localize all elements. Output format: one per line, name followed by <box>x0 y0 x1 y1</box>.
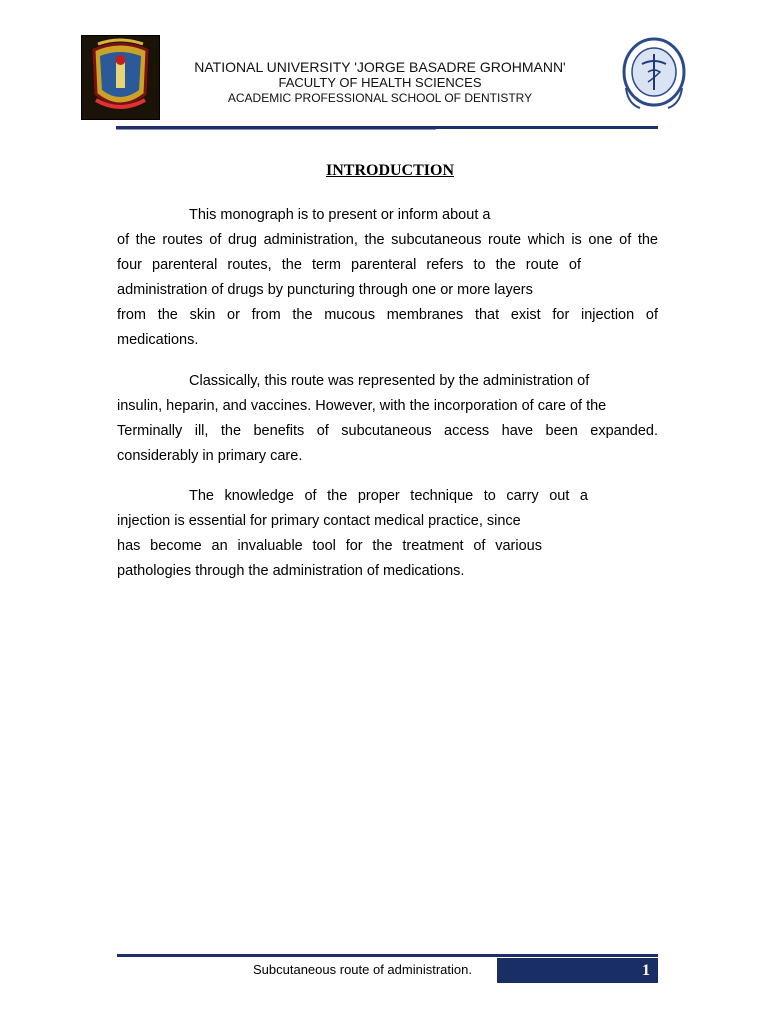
header-university-name: NATIONAL UNIVERSITY 'JORGE BASADRE GROHMANN' <box>194 59 566 75</box>
footer-divider <box>117 954 658 957</box>
university-crest-icon <box>81 35 160 120</box>
body-line: Terminally ill, the benefits of subcutaneous access have been expanded. <box>117 423 658 439</box>
page-number: 1 <box>497 958 658 983</box>
body-line: administration of drugs by puncturing through one or more layers <box>117 282 533 298</box>
body-line: pathologies through the administration of medications. <box>117 563 465 579</box>
body-line: medications. <box>117 332 199 348</box>
dentistry-school-seal-icon <box>620 36 688 112</box>
body-line: four parenteral routes, the term parenteral refers to the route of <box>117 257 581 273</box>
header-divider-accent <box>116 129 436 130</box>
body-line: injection is essential for primary contact medical practice, since <box>117 513 521 529</box>
page-title: INTRODUCTION <box>325 162 454 179</box>
body-line: from the skin or from the mucous membranes that exist for injection of <box>117 307 658 323</box>
body-line: insulin, heparin, and vaccines. However, with the incorporation of care of the <box>117 398 607 414</box>
body-line: considerably in primary care. <box>117 448 303 464</box>
header-school: ACADEMIC PROFESSIONAL SCHOOL OF DENTISTRY <box>227 91 533 105</box>
body-line: The knowledge of the proper technique to carry out a <box>189 488 588 504</box>
header-faculty: FACULTY OF HEALTH SCIENCES <box>278 75 482 90</box>
body-line: of the routes of drug administration, the subcutaneous route which is one of the <box>117 232 658 248</box>
body-line: has become an invaluable tool for the treatment of various <box>117 538 542 554</box>
footer-title: Subcutaneous route of administration. <box>253 962 472 977</box>
body-line: Classically, this route was represented by the administration of <box>189 373 590 389</box>
body-line: This monograph is to present or inform about a <box>189 207 491 223</box>
